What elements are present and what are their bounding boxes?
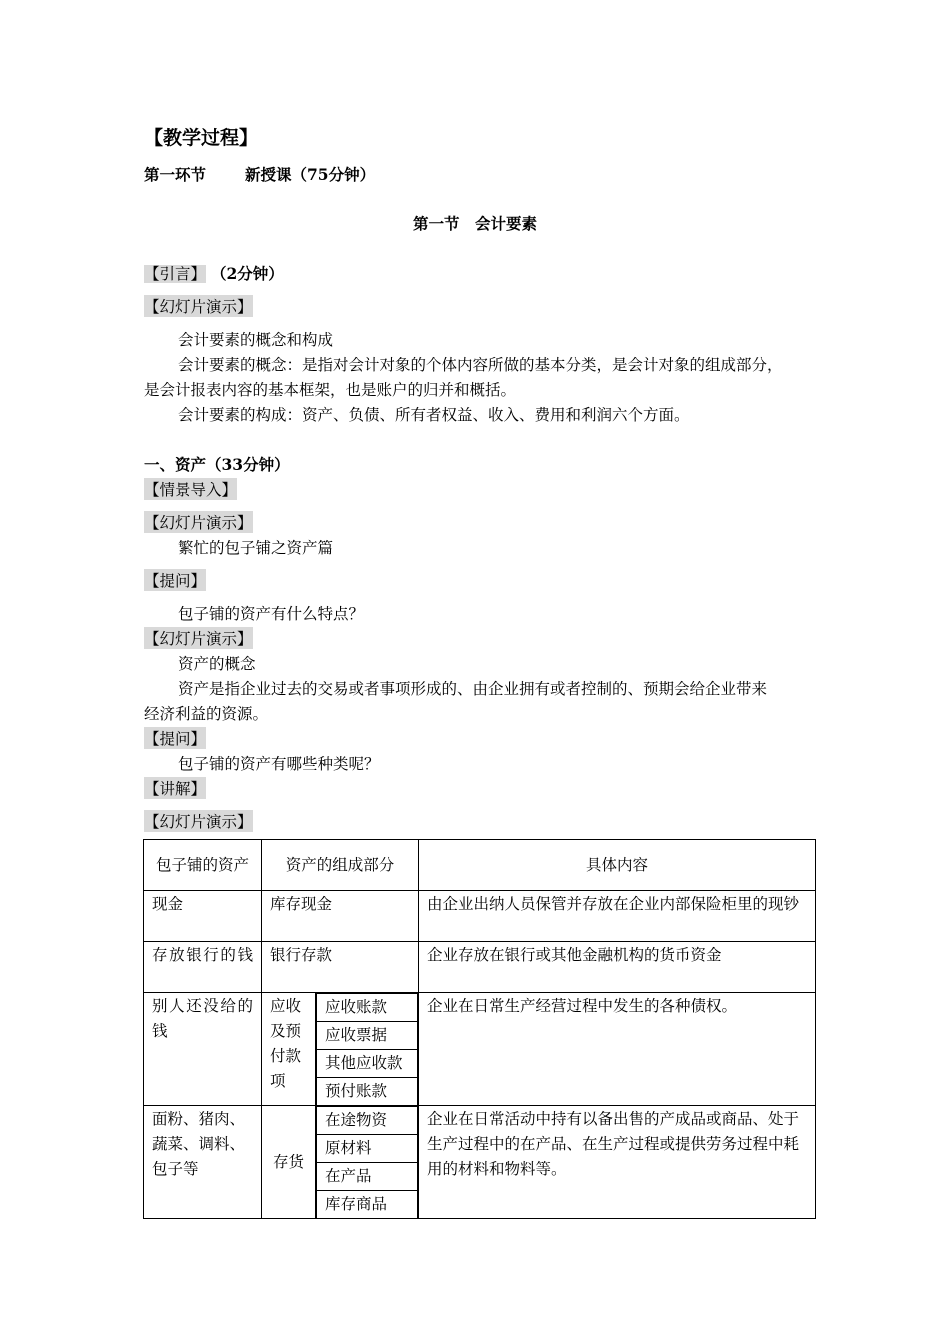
intro-para-3: 会计要素的构成：资产、负债、所有者权益、收入、费用和利润六个方面。 [178,406,690,424]
explain-tag: 【讲解】 [144,777,206,799]
section-part: 第一环节 [144,165,207,184]
slide1-text: 繁忙的包子铺之资产篇 [178,539,334,557]
cell-group: 应收及预付款项 [262,993,316,1106]
header-asset: 包子铺的资产 [144,840,262,891]
table-row [144,993,816,1106]
intro-line [144,262,284,284]
ask-tag-2: 【提问】 [144,727,206,749]
cell-subs [316,993,419,1106]
concept-line-2: 经济利益的资源。 [144,705,269,723]
ask-tag: 【提问】 [144,569,206,591]
cell-part: 库存现金 [262,891,419,942]
sub-item: 在产品 [317,1163,418,1191]
sub-item: 应收账款 [317,994,418,1022]
ask2-text: 包子铺的资产有哪些种类呢？ [178,755,380,773]
cell-asset: 现金 [144,891,262,942]
cell-part: 银行存款 [262,942,419,993]
cell-subs [316,1106,419,1219]
sub-item: 库存商品 [317,1191,418,1219]
table-row [144,942,816,993]
cell-group: 存货 [262,1106,316,1219]
slide-tag-3: 【幻灯片演示】 [144,627,253,649]
scene-tag: 【情景导入】 [144,478,237,500]
cell-asset: 存放银行的钱 [144,942,262,993]
cell-content: 企业存放在银行或其他金融机构的货币资金 [419,942,816,993]
slide-tag-4: 【幻灯片演示】 [144,810,253,832]
cell-content: 由企业出纳人员保管并存放在企业内部保险柜里的现钞 [419,891,816,942]
table-row [144,891,816,942]
sub-item: 原材料 [317,1135,418,1163]
cell-asset: 面粉、猪肉、蔬菜、调料、包子等 [144,1106,262,1219]
cell-content: 企业在日常生产经营过程中发生的各种债权。 [419,993,816,1106]
page-heading: 【教学过程】 [144,127,259,149]
cell-content: 企业在日常活动中持有以备出售的产成品或商品、处于生产过程中的在产品、在生产过程或提供劳务过程中耗用的材料和物料等。 [419,1106,816,1219]
slide-tag: 【幻灯片演示】 [144,295,253,317]
intro-para-1: 会计要素的概念：是指对会计对象的个体内容所做的基本分类，是会计对象的组成部分， [178,356,783,374]
sub-item: 应收票据 [317,1022,418,1050]
sub-item: 其他应收款 [317,1050,418,1078]
asset-table [143,839,816,1219]
intro-para-2: 是会计报表内容的基本框架，也是账户的归并和概括。 [144,381,517,399]
section-title: 第一节 会计要素 [412,214,537,233]
sub-item: 预付账款 [317,1078,418,1106]
ask1-text: 包子铺的资产有什么特点？ [178,605,365,623]
header-part: 资产的组成部分 [262,840,419,891]
intro-para-0: 会计要素的概念和构成 [178,331,334,349]
cell-asset: 别人还没给的钱 [144,993,262,1106]
sub-item: 在途物资 [317,1107,418,1135]
header-content: 具体内容 [419,840,816,891]
asset-heading: 一、资产（33分钟） [144,455,290,474]
slide-tag-2: 【幻灯片演示】 [144,511,253,533]
table-header-row [144,840,816,891]
section-subtitle: 新授课（75分钟） [245,165,376,184]
concept-title: 资产的概念 [178,655,256,673]
intro-duration: （2分钟） [210,264,284,283]
concept-line-1: 资产是指企业过去的交易或者事项形成的、由企业拥有或者控制的、预期会给企业带来 [178,680,768,698]
table-row [144,1106,816,1219]
intro-tag: 【引言】 [144,265,207,283]
